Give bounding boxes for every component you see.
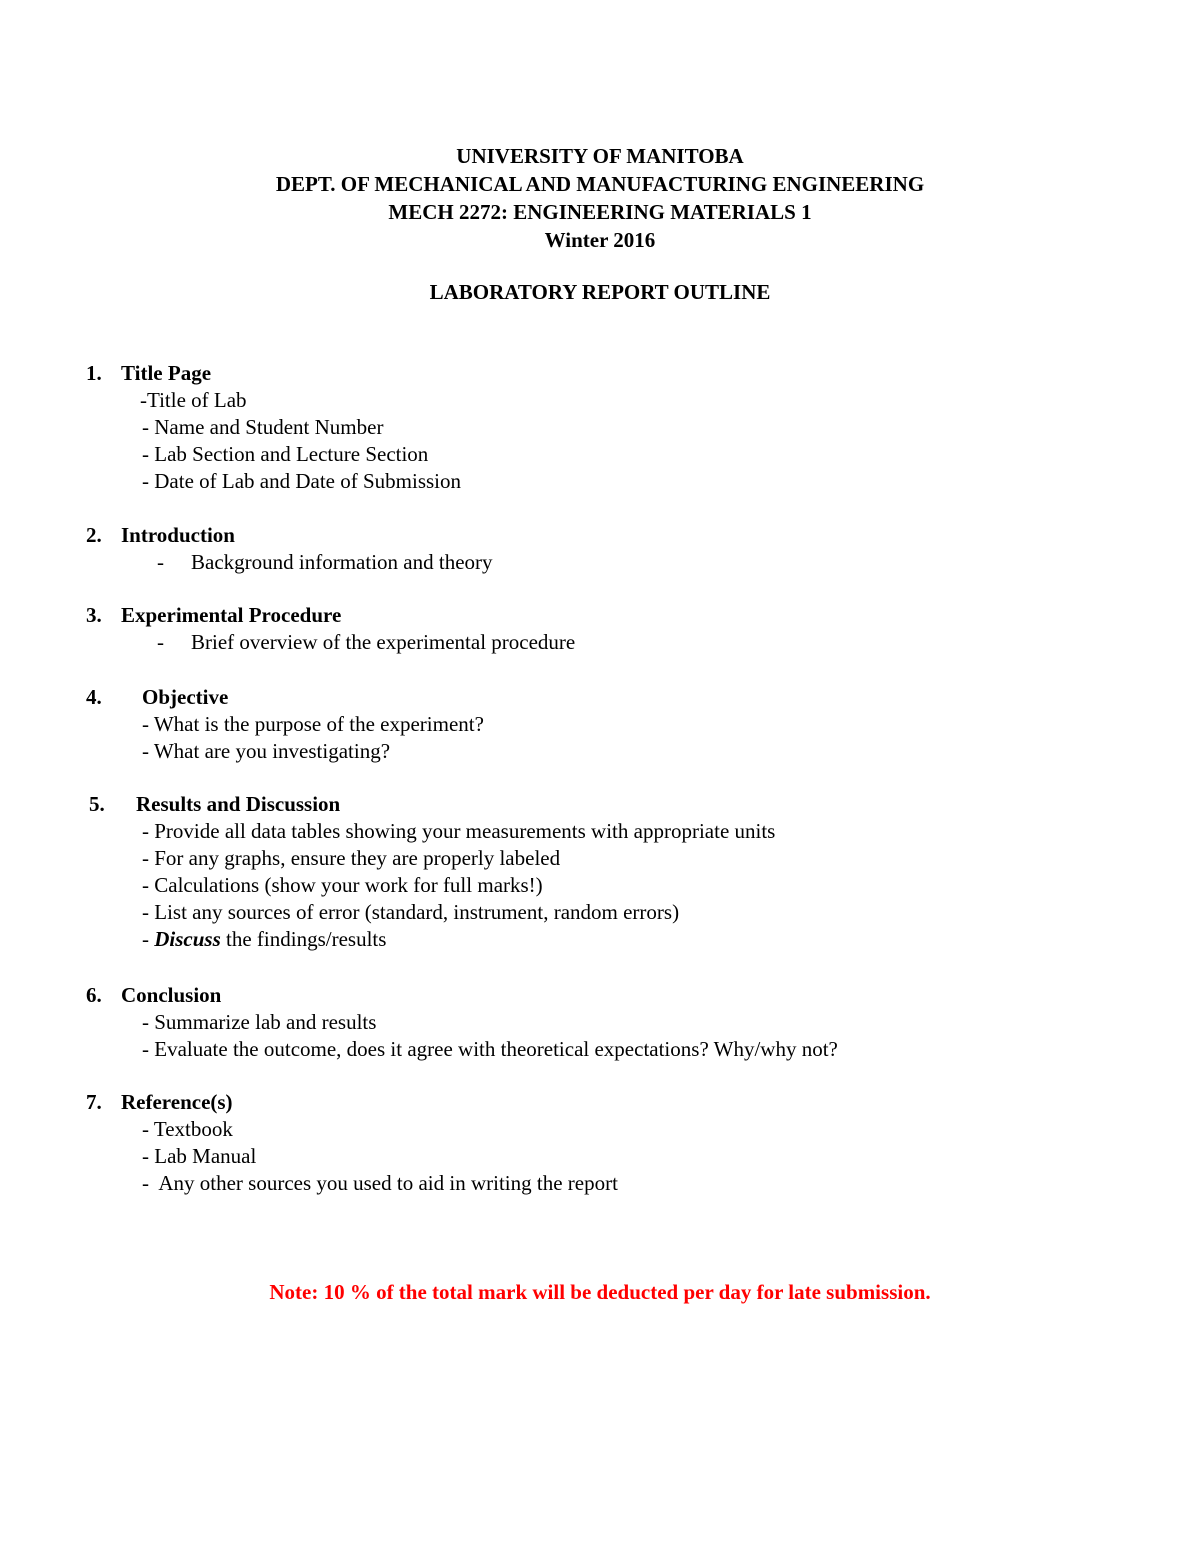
list-item-text: - Date of Lab and Date of Submission xyxy=(142,469,462,493)
list-item-text: - List any sources of error (standard, instrument, random errors) xyxy=(142,900,680,924)
list-item-text: - What are you investigating? xyxy=(142,739,391,763)
section-title: Objective xyxy=(142,685,229,709)
section-number: 3. xyxy=(86,603,102,627)
section-number: 7. xyxy=(86,1090,102,1114)
list-item-text: - Summarize lab and results xyxy=(142,1010,377,1034)
section-title: Experimental Procedure xyxy=(121,603,342,627)
section-number: 2. xyxy=(86,523,102,547)
list-dash: - xyxy=(157,550,164,574)
list-item-text: - Lab Section and Lecture Section xyxy=(142,442,429,466)
list-item-text: - Textbook xyxy=(142,1117,233,1141)
list-item-text xyxy=(142,926,386,953)
list-item-text: Background information and theory xyxy=(191,550,493,574)
list-item-text: - Lab Manual xyxy=(142,1144,257,1168)
discuss-rest: the findings/results xyxy=(220,927,387,951)
list-item-text: - Evaluate the outcome, does it agree with theoretical expectations? Why/why not? xyxy=(142,1037,838,1061)
university-name: UNIVERSITY OF MANITOBA xyxy=(456,144,744,168)
list-item-text: - Name and Student Number xyxy=(142,415,384,439)
section-title: Introduction xyxy=(121,523,235,547)
list-item-text: - Provide all data tables showing your measurements with appropriate units xyxy=(142,819,776,843)
list-item-text: - Calculations (show your work for full marks!) xyxy=(142,873,543,897)
list-item-text: - What is the purpose of the experiment? xyxy=(142,712,484,736)
section-title: Reference(s) xyxy=(121,1090,233,1114)
department-name: DEPT. OF MECHANICAL AND MANUFACTURING ENGINEERING xyxy=(275,172,925,196)
section-number: 4. xyxy=(86,685,102,709)
document-header xyxy=(0,142,1200,254)
list-dash: - xyxy=(157,630,164,654)
list-item-text: - For any graphs, ensure they are properly labeled xyxy=(142,846,561,870)
list-item-text: - Any other sources you used to aid in writing the report xyxy=(142,1171,618,1195)
discuss-emphasis: Discuss xyxy=(154,927,221,951)
section-number: 5. xyxy=(89,792,105,816)
section-title: Conclusion xyxy=(121,983,222,1007)
course-name: MECH 2272: ENGINEERING MATERIALS 1 xyxy=(388,200,812,224)
list-item-text: -Title of Lab xyxy=(140,388,247,412)
term: Winter 2016 xyxy=(544,228,656,252)
section-number: 1. xyxy=(86,361,102,385)
late-submission-note: Note: 10 % of the total mark will be deducted per day for late submission. xyxy=(269,1280,931,1304)
list-item-text: Brief overview of the experimental procedure xyxy=(191,630,576,654)
report-title: LABORATORY REPORT OUTLINE xyxy=(429,280,771,304)
section-title: Title Page xyxy=(121,361,212,385)
section-number: 6. xyxy=(86,983,102,1007)
section-title: Results and Discussion xyxy=(136,792,341,816)
discuss-prefix: - xyxy=(142,927,155,951)
